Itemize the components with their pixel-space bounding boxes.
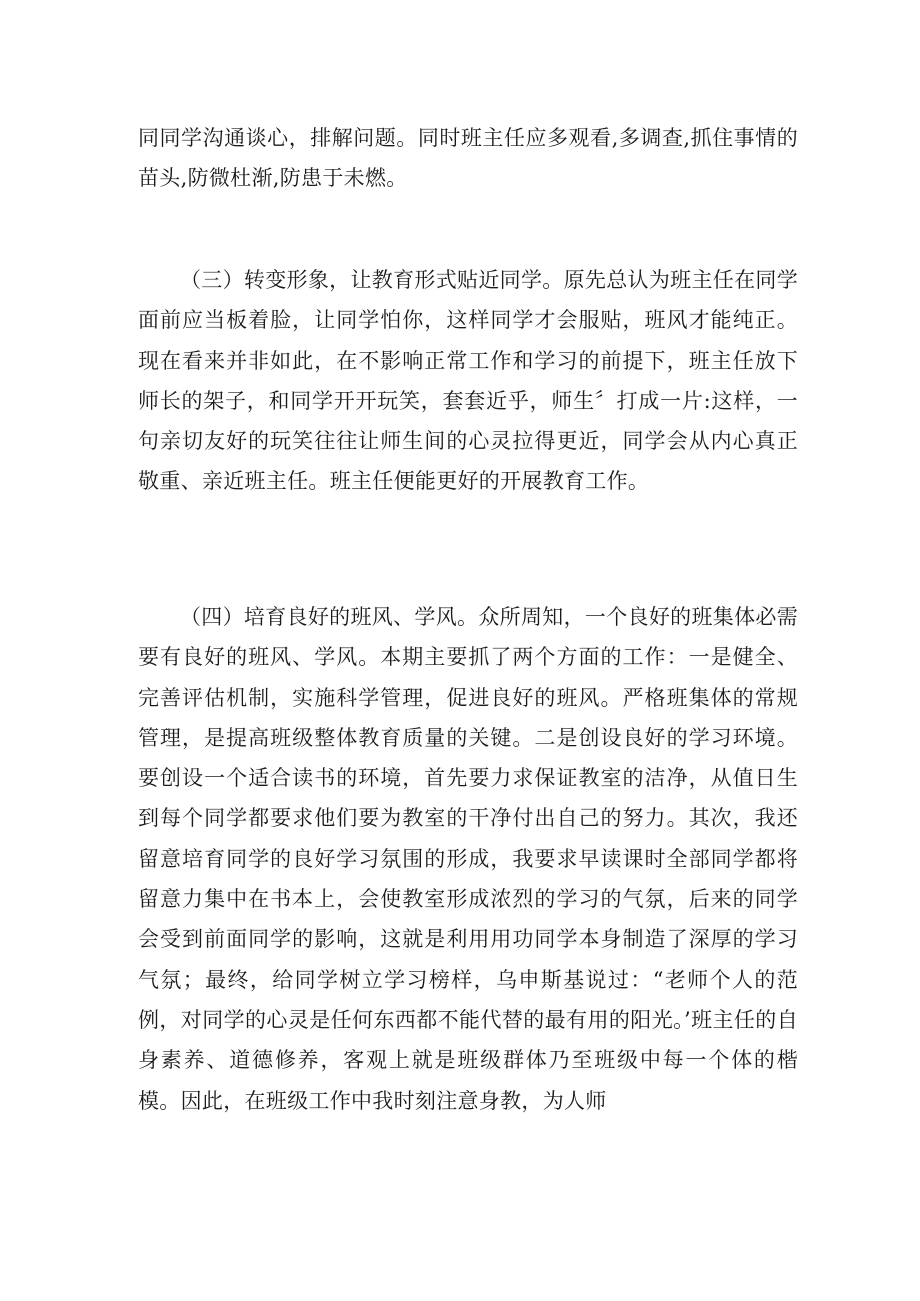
paragraph-section-three: （三）转变形象，让教育形式贴近同学。原先总认为班主任在同学面前应当板着脸，让同学怕你，这样同学才会服贴，班风才能纯正。现在看来并非如此，在不影响正常工作和学习的前提下，班主任放下师长的架子，和同学开开玩笑，套套近乎，师生〞打成一片:这样，一句亲切友好的玩笑往往让师生间的心灵拉得更近，同学会从内心真正敬重、亲近班主任。班主任便能更好的开展教育工作。 bbox=[138, 268, 798, 494]
paragraph-section-four: （四）培育良好的班风、学风。众所周知，一个良好的班集体必需要有良好的班风、学风。本期主要抓了两个方面的工作：一是健全、完善评估机制，实施科学管理，促进良好的班风。严格班集体的常规管理，是提高班级整体教育质量的关键。二是创设良好的学习环境。要创设一个适合读书的环境，首先要力求保证教室的洁净，从值日生到每个同学都要求他们要为教室的干净付出自己的努力。其次，我还留意培育同学的良好学习氛围的形成，我要求早读课时全部同学都将留意力集中在书本上，会使教室形成浓烈的学习的气氛，后来的同学会受到前面同学的影响，这就是利用用功同学本身制造了深厚的学习气氛；最终，给同学树立学习榜样，乌申斯基说过：“老师个人的范例，对同学的心灵是任何东西都不能代替的最有用的阳光。’班主任的自身素养、道德修养，客观上就是班级群体乃至班级中每一个体的楷模。因此，在班级工作中我时刻注意身教，为人师 bbox=[138, 605, 798, 1113]
paragraph-continuation: 同同学沟通谈心，排解问题。同时班主任应多观看,多调查,抓住事情的苗头,防微杜渐,防患于未燃。 bbox=[138, 126, 798, 191]
